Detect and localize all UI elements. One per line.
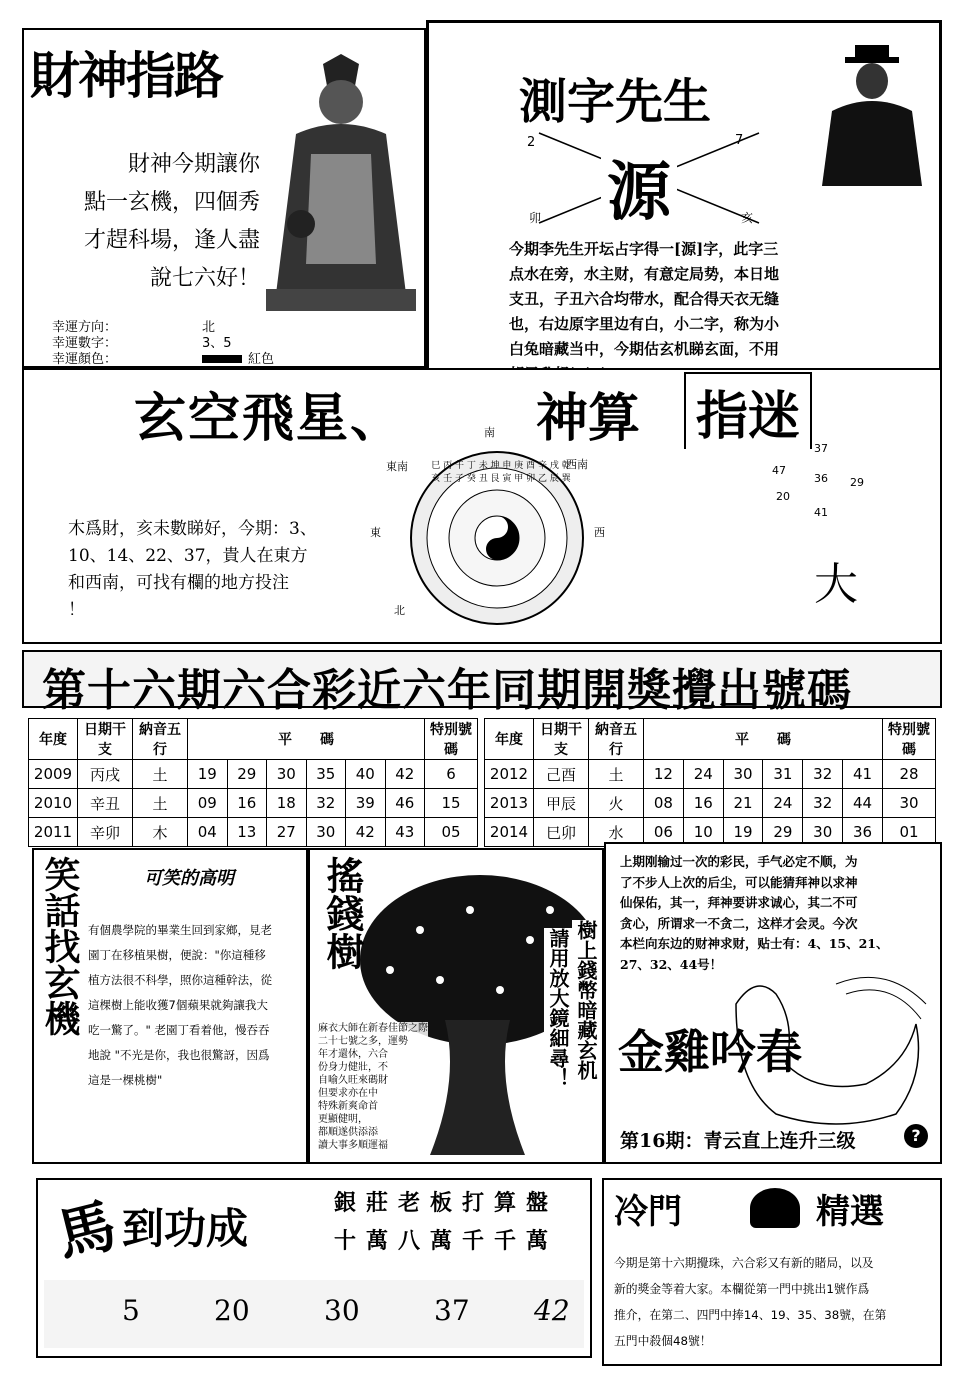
table-row: 2012 己酉 土 12 24 30 31 32 41 28	[485, 760, 936, 789]
col-wuxing: 納音五行	[133, 719, 188, 760]
cezi-text: 今期李先生开坛占字得一[源]字，此字三 点水在旁，水主财，有意定局势，本日地 支丑，子丑六合均带水，配合得天衣无缝 也，右边原字里边有白，小二字，称为小 白兔暗藏当中，今期估玄机睇玄面，不用	[509, 240, 780, 358]
rooster-issue: 第16期：青云直上连升三级	[620, 1130, 856, 1152]
madao-title-a: 馬	[49, 1190, 123, 1271]
caishen-title: 財神指路	[30, 47, 222, 105]
verse-line: 才趕科場，逢人盡	[83, 228, 260, 253]
tree-panel	[308, 848, 604, 1164]
cezi-panel	[426, 20, 942, 380]
tree-title: 搖錢樹	[320, 856, 364, 970]
grid-num: 37	[814, 442, 828, 455]
tree-text: 麻衣大師在新春佳節之際 二十七號之多，運勢 年才還休，六合 份身力健壯，不 自喻久旺來碼財 但要求亦在中 特殊新爽命首 更顯健明， 都順遂供添添 讀大事多順運福	[318, 1023, 428, 1151]
lengmen-text: 今期是第十六期攪珠，六合彩又有新的賭局，以及 新的獎金等着大家。本欄從第一門中挑出1號作爲 推介，在第二、四門中捧14、19、35、38號，在第 五門中殺個48號！	[614, 1256, 887, 1348]
madao-number-strip	[44, 1280, 584, 1348]
corner-bl: 卯	[529, 211, 542, 225]
verse-line: 點一玄機，四個秀	[83, 190, 260, 215]
luck-number: 幸運數字： 3、5	[52, 336, 232, 351]
table-row: 2013 甲辰 火 08 16 21 24 32 44 30	[485, 789, 936, 818]
joke-panel	[32, 848, 308, 1164]
rooster-text: 上期刚输过一次的彩民，手气必定不顺，为 了不步人上次的后尘，可以能猜拜神以求神 仙保佑，其一，拜神要讲求诚心，其二不可 贪心，所谓求一不贪二，这样才会灵。今次 本栏向东边的财神求财，贴士有：4、15、21、 27、32、44号！	[620, 854, 889, 972]
rooster-panel	[604, 842, 942, 1164]
grid-num: 20	[776, 490, 790, 503]
luck-color: 幸運顏色： 紅色	[52, 352, 275, 367]
history-table-right	[484, 718, 936, 847]
history-title: 第十六期六合彩近六年同期開獎攪出號碼	[42, 665, 852, 716]
rooster-title: 金雞吟春	[618, 1025, 802, 1079]
verse-line: 財神今期讓你	[127, 152, 260, 177]
feixing-panel	[22, 368, 942, 644]
madao-line1: 銀莊老板打算盤	[334, 1190, 559, 1216]
compass-ne: 西南	[566, 458, 588, 471]
feixing-text: 木爲財，亥未數睇好，今期：3、 10、14、22、37，貴人在東方 和西南，可找有欄的地方投注 ！	[68, 519, 317, 620]
lucky-number: 20	[214, 1294, 250, 1327]
tree-side-b: 請用放大鏡細尋！	[544, 928, 573, 1088]
compass-n: 南	[484, 426, 495, 439]
col-special: 特別號碼	[883, 719, 936, 760]
joke-text: 有個農學院的畢業生回到家鄉，見老 園丁在移植果樹，便說："你這種移 植方法很不科學，照你這種幹法，從 這棵樹上能收獲7個蘋果就夠讓我大 吃一驚了。" 老園丁看着他，慢吞吞 地說 "不光是你，我也很驚訝，因爲 這是一棵桃樹"	[88, 923, 272, 1087]
grid-num: 36	[814, 472, 828, 485]
caishen-verse	[60, 146, 260, 298]
corner-tr: 7	[735, 133, 744, 148]
lucky-number: 5	[122, 1294, 140, 1327]
grid-num: 29	[850, 476, 864, 489]
table-row: 2011 辛卯 木 04 13 27 30 42 43 05	[29, 818, 478, 847]
col-year: 年度	[29, 719, 78, 760]
compass-e: 西	[594, 526, 605, 539]
table-row: 2009 丙戌 土 19 29 30 35 40 42 6	[29, 760, 478, 789]
col-ganzhi: 日期干支	[78, 719, 133, 760]
caishen-figure-icon	[256, 44, 426, 324]
lengmen-title-b: 精選	[816, 1192, 884, 1232]
table-row: 2010 辛丑 土 09 16 18 32 39 46 15	[29, 789, 478, 818]
feixing-title-right-b: 指迷	[684, 372, 812, 449]
lengmen-icon	[750, 1188, 800, 1228]
tree-side-a: 樹上錢幣暗藏玄机	[572, 920, 601, 1080]
history-title-bar	[22, 650, 942, 716]
feixing-title-left: 玄空飛星、	[134, 389, 405, 449]
table-row: 2014 巳卯 水 06 10 19 29 30 36 01	[485, 818, 936, 847]
corner-br: 亥	[741, 211, 754, 225]
joke-side-title: 笑話找玄機	[39, 856, 80, 1036]
cezi-title: 測字先生	[519, 74, 712, 130]
lucky-number: 37	[434, 1294, 470, 1327]
col-ping: 平 碼	[644, 719, 883, 760]
compass-w: 東	[370, 526, 381, 539]
corner-tl: 2	[527, 135, 536, 150]
scholar-figure-icon	[817, 41, 927, 191]
col-ping: 平 碼	[188, 719, 425, 760]
compass-s: 北	[394, 604, 405, 617]
lucky-number: 42	[534, 1294, 570, 1327]
grid-num: 47	[772, 464, 786, 477]
caishen-panel	[22, 28, 426, 368]
grid-num: 41	[814, 506, 828, 519]
lucky-number: 30	[324, 1294, 360, 1327]
compass-ring-text: 巳 丙 午 丁 未 坤 申 庚 酉 辛 戌 乾 亥 壬 子 癸 丑 艮 寅 甲 卯 乙 辰 巽	[431, 461, 571, 484]
col-wuxing: 納音五行	[589, 719, 644, 760]
col-year: 年度	[485, 719, 534, 760]
cezi-char: 源	[601, 141, 677, 233]
col-ganzhi: 日期干支	[534, 719, 589, 760]
lengmen-panel	[602, 1178, 942, 1366]
history-table-left	[28, 718, 478, 847]
madao-line2: 十萬八萬千千萬	[334, 1228, 559, 1254]
feixing-title-right-a: 神算	[536, 389, 641, 449]
madao-panel	[36, 1178, 592, 1358]
col-special: 特別號碼	[425, 719, 478, 760]
color-swatch	[202, 355, 242, 363]
joke-subtitle: 可笑的高明	[144, 868, 234, 889]
luck-list	[52, 320, 274, 368]
lengmen-title-a: 冷門	[614, 1192, 682, 1232]
feixing-big-char: 大	[814, 559, 858, 610]
madao-title-b: 到功成	[122, 1204, 249, 1253]
verse-line: 說七六好！	[149, 266, 260, 291]
luck-direction: 幸運方向： 北	[52, 320, 216, 335]
question-icon: ?	[904, 1124, 928, 1148]
compass-nw: 東南	[386, 460, 408, 473]
